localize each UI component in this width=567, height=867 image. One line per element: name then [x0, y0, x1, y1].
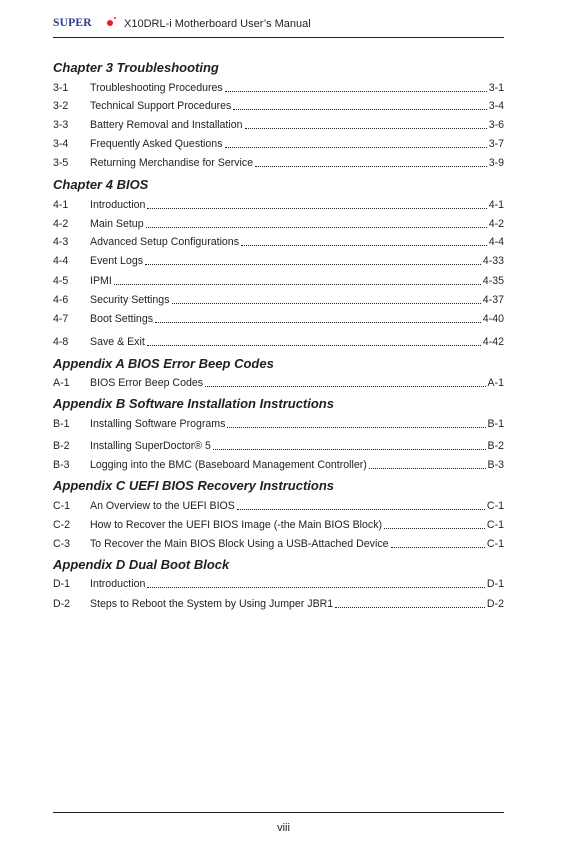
toc-entry[interactable]	[53, 199, 504, 213]
entry-number: C-2	[53, 519, 71, 531]
toc-entry[interactable]	[53, 275, 504, 289]
entry-page: 4-35	[482, 275, 504, 287]
toc-entry[interactable]	[53, 440, 504, 454]
toc-entry[interactable]	[53, 519, 504, 533]
toc-entry[interactable]	[53, 500, 504, 514]
entry-title: Installing Software Programs	[90, 418, 226, 430]
entry-title: An Overview to the UEFI BIOS	[90, 500, 235, 512]
entry-title: Security Settings	[90, 294, 170, 306]
entry-page: 3-9	[488, 157, 504, 169]
entry-title: Installing SuperDoctor® 5	[90, 440, 211, 452]
toc-entry[interactable]	[53, 236, 504, 250]
entry-page: D-1	[486, 578, 504, 590]
entry-number: 3-1	[53, 82, 69, 94]
entry-page: A-1	[487, 377, 504, 389]
dot-leader	[205, 377, 485, 387]
toc-entry[interactable]	[53, 459, 504, 473]
entry-title: To Recover the Main BIOS Block Using a USB-Attached Device	[90, 538, 389, 550]
entry-number: 4-3	[53, 236, 69, 248]
entry-number: B-3	[53, 459, 70, 471]
entry-number: 4-8	[53, 336, 69, 348]
entry-page: 3-4	[488, 100, 504, 112]
entry-title: Boot Settings	[90, 313, 154, 325]
section-heading-chapter-3: Chapter 3 Troubleshooting	[53, 60, 219, 75]
toc-entry[interactable]	[53, 418, 504, 432]
entry-page: 3-7	[488, 138, 504, 150]
entry-title: Technical Support Procedures	[90, 100, 232, 112]
section-heading-appendix-a: Appendix A BIOS Error Beep Codes	[53, 356, 274, 371]
entry-page: 3-1	[488, 82, 504, 94]
toc-entry[interactable]	[53, 538, 504, 552]
dot-leader	[145, 255, 481, 265]
toc-entry[interactable]	[53, 218, 504, 232]
entry-number: 4-5	[53, 275, 69, 287]
dot-leader	[237, 500, 485, 510]
dot-leader	[225, 138, 487, 148]
dot-leader	[369, 459, 486, 469]
entry-title: Introduction	[90, 578, 146, 590]
entry-number: 4-4	[53, 255, 69, 267]
dot-leader	[225, 82, 487, 92]
entry-page: B-1	[487, 418, 504, 430]
toc-entry[interactable]	[53, 82, 504, 96]
dot-leader	[335, 598, 485, 608]
toc-entry[interactable]	[53, 377, 504, 391]
entry-number: 4-7	[53, 313, 69, 325]
entry-number: 4-1	[53, 199, 69, 211]
entry-title: IPMI	[90, 275, 112, 287]
entry-number: B-2	[53, 440, 70, 452]
entry-number: C-1	[53, 500, 71, 512]
dot-leader	[233, 100, 486, 110]
entry-title: Returning Merchandise for Service	[90, 157, 254, 169]
dot-leader	[155, 313, 481, 323]
entry-page: 4-37	[482, 294, 504, 306]
brand-logo: SUPER	[53, 17, 92, 29]
entry-title: Introduction	[90, 199, 146, 211]
entry-number: C-3	[53, 538, 71, 550]
dot-leader	[241, 236, 487, 246]
entry-title: Frequently Asked Questions	[90, 138, 223, 150]
section-heading-appendix-d: Appendix D Dual Boot Block	[53, 557, 230, 572]
registered-mark-icon	[114, 17, 116, 19]
dot-leader	[384, 519, 485, 529]
dot-leader	[213, 440, 486, 450]
entry-number: B-1	[53, 418, 70, 430]
section-heading-appendix-c: Appendix C UEFI BIOS Recovery Instructions	[53, 478, 334, 493]
dot-leader	[114, 275, 481, 285]
entry-number: 4-2	[53, 218, 69, 230]
entry-number: 3-2	[53, 100, 69, 112]
entry-page: 4-4	[488, 236, 504, 248]
toc-entry[interactable]	[53, 138, 504, 152]
toc-entry[interactable]	[53, 313, 504, 327]
toc-entry[interactable]	[53, 578, 504, 592]
toc-entry[interactable]	[53, 336, 504, 350]
entry-number: 3-5	[53, 157, 69, 169]
document-title: X10DRL-i Motherboard User’s Manual	[124, 18, 311, 30]
entry-title: Steps to Reboot the System by Using Jumper JBR1	[90, 598, 334, 610]
dot-leader	[147, 336, 481, 346]
dot-leader	[172, 294, 481, 304]
logo-mark-icon	[107, 20, 113, 26]
section-heading-appendix-b: Appendix B Software Installation Instructions	[53, 396, 334, 411]
entry-page: 4-40	[482, 313, 504, 325]
dot-leader	[147, 578, 485, 588]
entry-title: Logging into the BMC (Baseboard Management Controller)	[90, 459, 367, 471]
entry-page: 3-6	[488, 119, 504, 131]
entry-title: Save & Exit	[90, 336, 145, 348]
toc-entry[interactable]	[53, 294, 504, 308]
entry-number: D-2	[53, 598, 71, 610]
entry-page: 4-42	[482, 336, 504, 348]
entry-page: B-3	[487, 459, 504, 471]
dot-leader	[147, 199, 486, 209]
entry-page: C-1	[486, 519, 504, 531]
dot-leader	[255, 157, 487, 167]
entry-page: 4-2	[488, 218, 504, 230]
dot-leader	[391, 538, 485, 548]
dot-leader	[227, 418, 485, 428]
entry-title: Battery Removal and Installation	[90, 119, 243, 131]
entry-number: 3-3	[53, 119, 69, 131]
entry-title: BIOS Error Beep Codes	[90, 377, 204, 389]
entry-page: C-1	[486, 500, 504, 512]
entry-page: D-2	[486, 598, 504, 610]
entry-title: How to Recover the UEFI BIOS Image (-the Main BIOS Block)	[90, 519, 383, 531]
page-header	[53, 15, 504, 38]
entry-number: 4-6	[53, 294, 69, 306]
entry-page: C-1	[486, 538, 504, 550]
toc-entry[interactable]	[53, 157, 504, 171]
entry-number: 3-4	[53, 138, 69, 150]
dot-leader	[245, 119, 487, 129]
entry-number: D-1	[53, 578, 71, 590]
entry-page: B-2	[487, 440, 504, 452]
entry-number: A-1	[53, 377, 70, 389]
toc-entry[interactable]	[53, 119, 504, 133]
section-heading-chapter-4: Chapter 4 BIOS	[53, 177, 149, 192]
toc-entry[interactable]	[53, 100, 504, 114]
entry-title: Event Logs	[90, 255, 144, 267]
dot-leader	[146, 218, 487, 228]
entry-title: Advanced Setup Configurations	[90, 236, 240, 248]
toc-entry[interactable]	[53, 255, 504, 269]
page-number: viii	[277, 822, 290, 834]
entry-title: Main Setup	[90, 218, 144, 230]
entry-title: Troubleshooting Procedures	[90, 82, 223, 94]
footer-rule	[53, 812, 504, 813]
entry-page: 4-33	[482, 255, 504, 267]
entry-page: 4-1	[488, 199, 504, 211]
toc-entry[interactable]	[53, 598, 504, 612]
